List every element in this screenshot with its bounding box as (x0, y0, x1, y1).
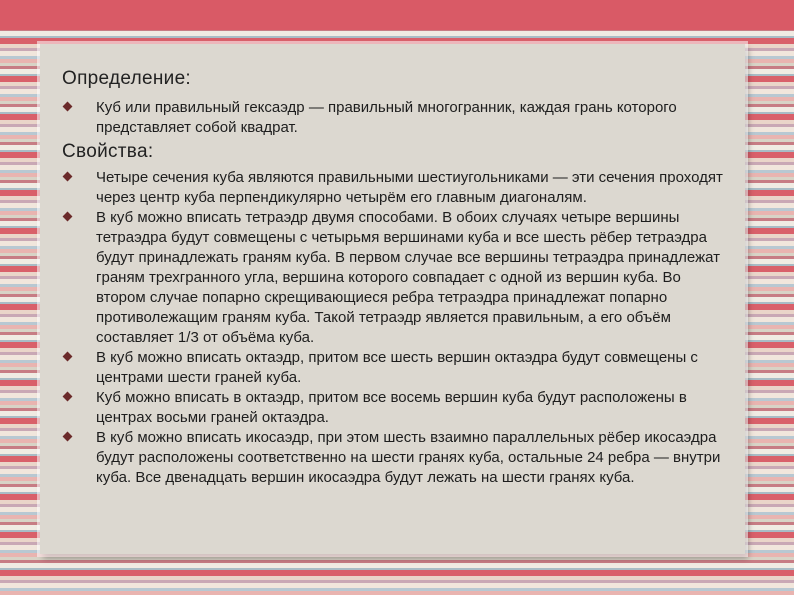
list-item-text: Четыре сечения куба являются правильными шестиугольниками — эти сечения проходят через центр куба перпендикулярно четырём его главным диагоналям. (96, 169, 723, 206)
diamond-bullet-icon (63, 212, 73, 222)
list-item (62, 208, 732, 348)
list-item-text: В куб можно вписать икосаэдр, при этом шесть взаимно параллельных рёбер икосаэдра будут расположены соответственно на шести гранях куба, остальные 24 ребра — внутри куба. Все двенадцать вершин икосаэдра будут лежать на шести гранях куба. (96, 429, 721, 486)
diamond-bullet-icon (63, 352, 73, 362)
list-item (62, 168, 732, 208)
content-panel (40, 44, 745, 554)
list-item-text: Куб или правильный гексаэдр — правильный многогранник, каждая грань которого представляет собой квадрат. (96, 99, 677, 136)
properties-list (62, 168, 732, 488)
list-item-text: Куб можно вписать в октаэдр, притом все восемь вершин куба будут расположены в центрах восьми граней октаэдра. (96, 389, 687, 426)
diamond-bullet-icon (63, 392, 73, 402)
diamond-bullet-icon (63, 102, 73, 112)
diamond-bullet-icon (63, 172, 73, 182)
list-item (62, 428, 732, 488)
definition-heading: Определение: (62, 68, 192, 89)
list-item-text: В куб можно вписать тетраэдр двумя способами. В обоих случаях четыре вершины тетраэдра будут совмещены с четырьмя вершинами куба и все шесть рёбер тетраэдра будут принадлежать граням куба. В первом случае все вершины тетраэдра принадлежат граням трехгранного угла, вершина которого совпадает с одной из вершин куба. Во втором случае попарно скрещивающиеся ребра тетраэдра принадлежат попарно противолежащим граням куба. Такой тетраэдр является правильным, а его объём составляет 1/3 от объёма куба. (96, 209, 721, 346)
definition-list (62, 98, 732, 138)
list-item (62, 348, 732, 388)
diamond-bullet-icon (63, 432, 73, 442)
list-item-text: В куб можно вписать октаэдр, притом все шесть вершин октаэдра будут совмещены с центрами шести граней куба. (96, 349, 698, 386)
decorative-top-band (0, 0, 794, 30)
list-item (62, 98, 732, 138)
list-item (62, 388, 732, 428)
properties-heading: Свойства: (62, 141, 154, 162)
